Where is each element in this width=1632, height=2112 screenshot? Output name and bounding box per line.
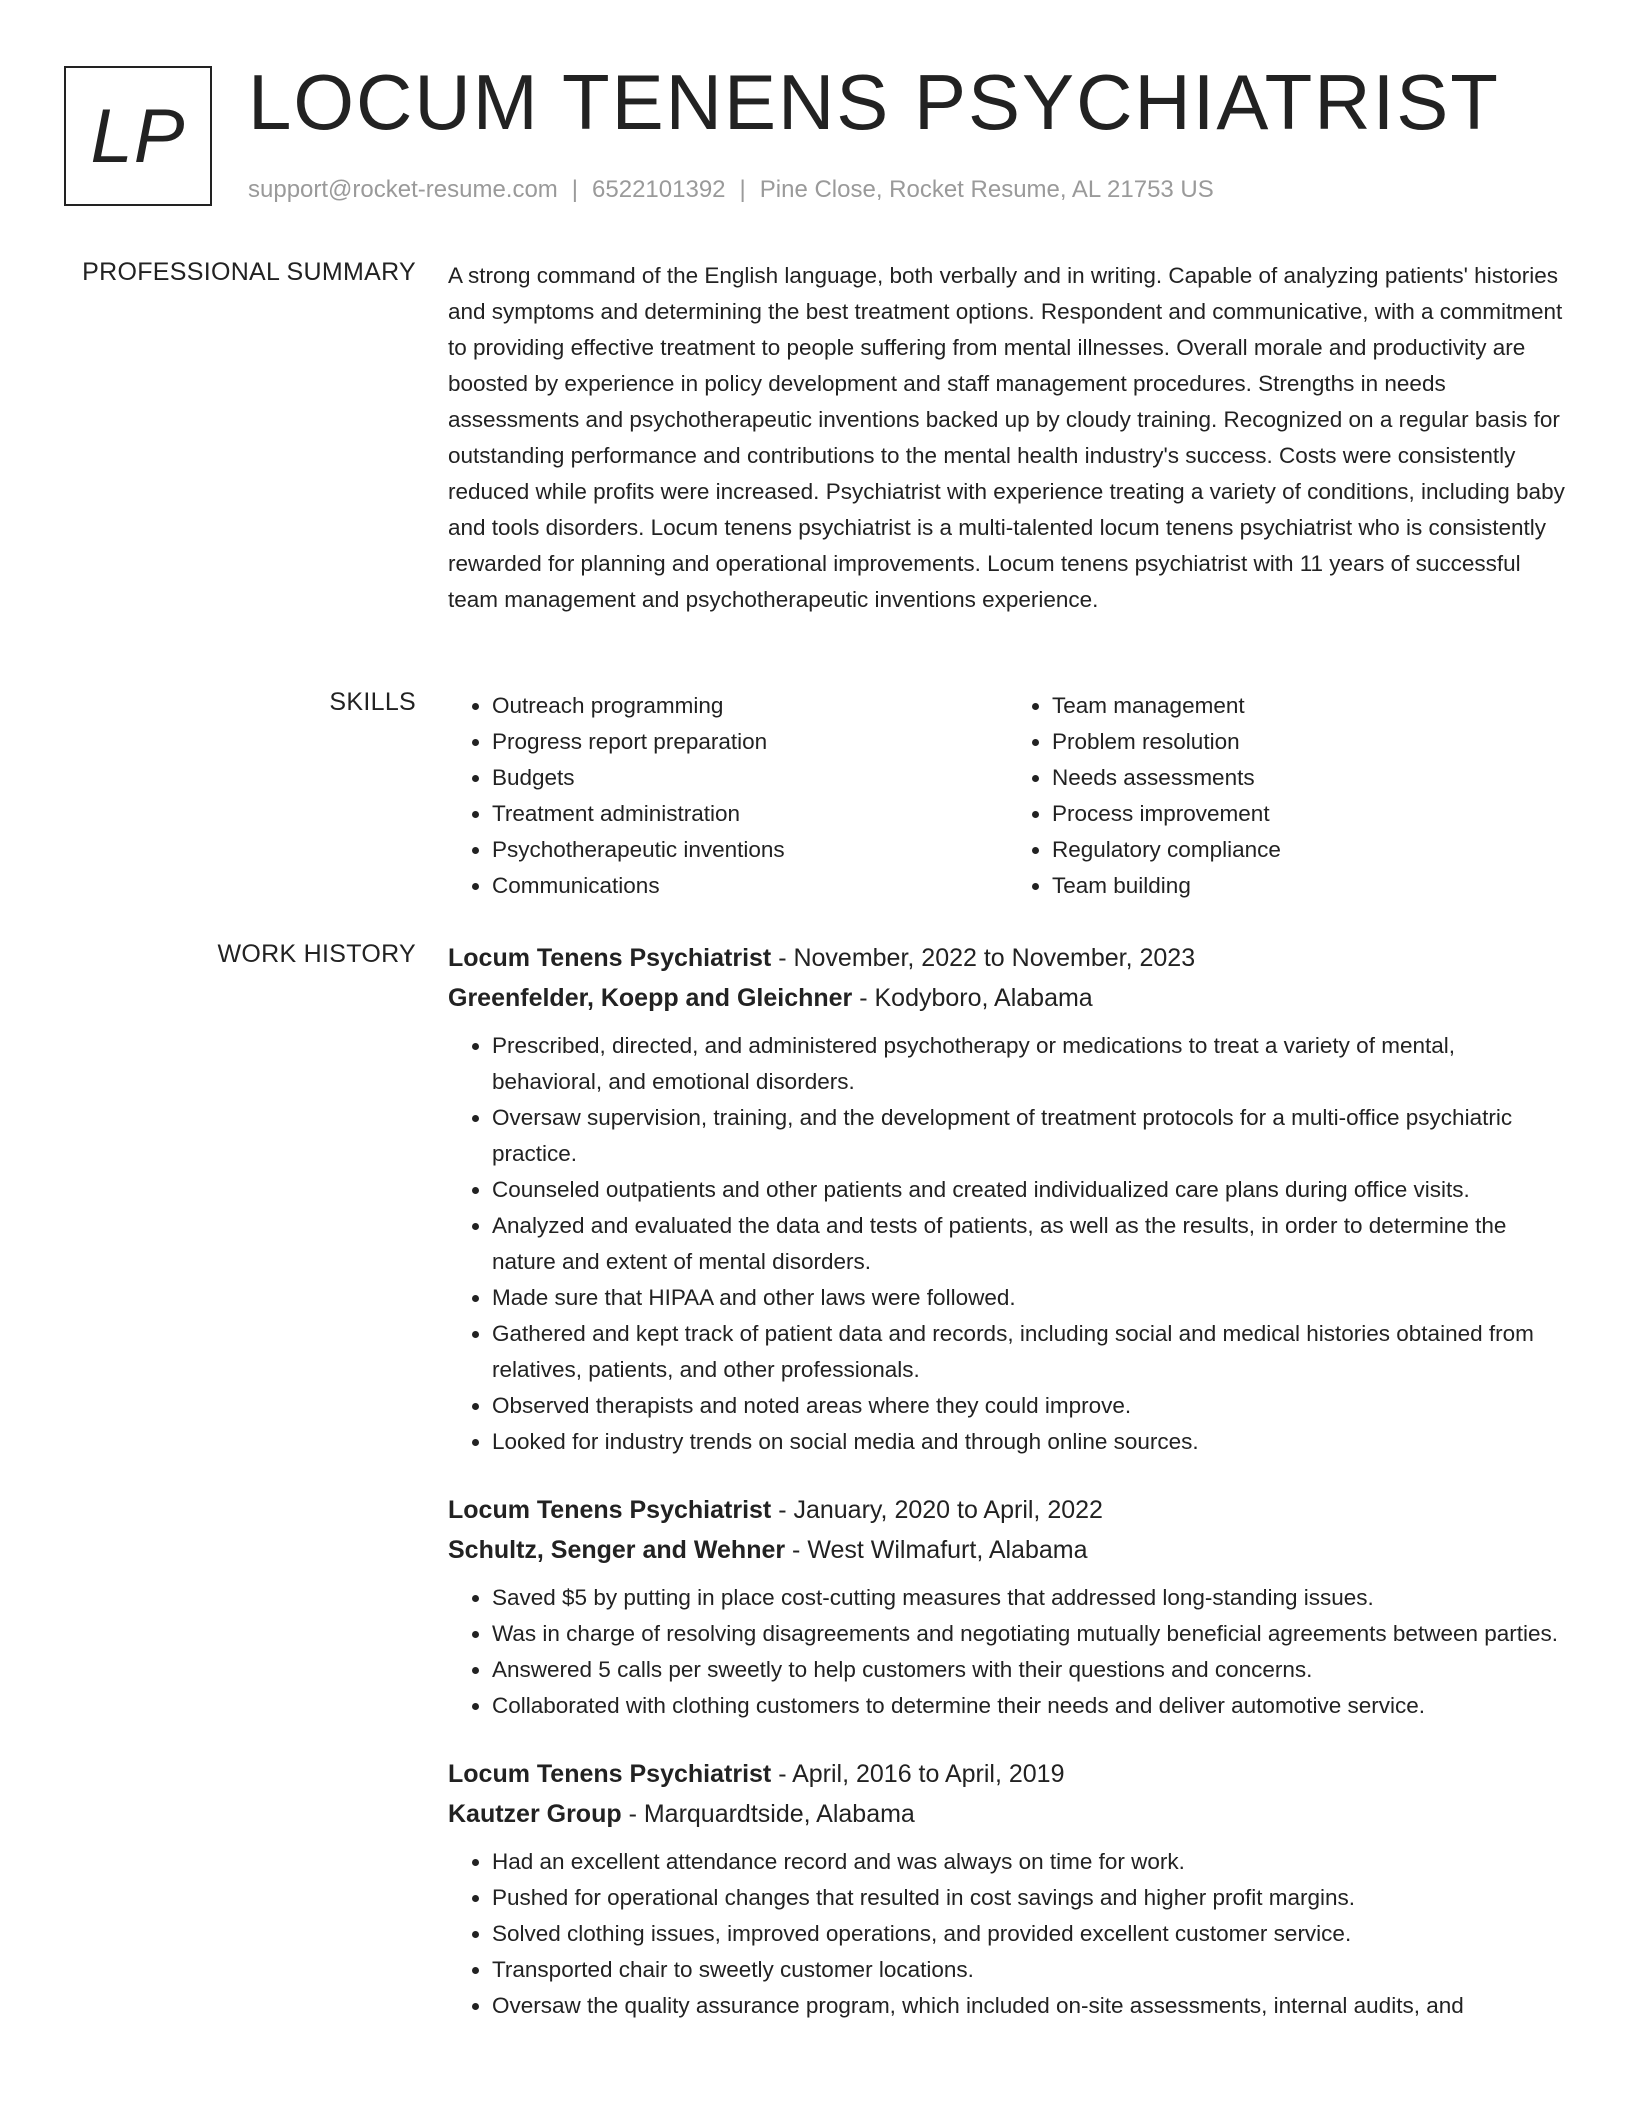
skills-heading: SKILLS [329, 688, 416, 716]
job-bullet: • Counseled outpatients and other patients and created individualized care plans during office visits. [492, 1172, 1568, 1208]
skill-item: • Problem resolution [1052, 724, 1568, 760]
job-bullet: • Had an excellent attendance record and was always on time for work. [492, 1844, 1568, 1880]
job-bullet: • Observed therapists and noted areas where they could improve. [492, 1388, 1568, 1424]
contact-separator: | [571, 176, 579, 203]
skill-item: • Team building [1052, 868, 1568, 904]
job-company-line [448, 978, 1568, 1018]
job-bullet: • Transported chair to sweetly customer locations. [492, 1952, 1568, 1988]
job-location: - Marquardtside, Alabama [621, 1800, 915, 1828]
job-bullets [448, 1028, 1568, 1460]
job-bullet: • Looked for industry trends on social media and through online sources. [492, 1424, 1568, 1460]
job-bullet: • Prescribed, directed, and administered psychotherapy or medications to treat a variety of mental, behavioral, and emotional disorders. [492, 1028, 1568, 1100]
skill-item: • Team management [1052, 688, 1568, 724]
skill-item: • Communications [492, 868, 1008, 904]
job-title-line [448, 1490, 1568, 1530]
job-company-line [448, 1530, 1568, 1570]
job-bullet: • Oversaw the quality assurance program, which included on-site assessments, internal audits, and [492, 1988, 1568, 2024]
job-entry [448, 1490, 1568, 1724]
job-bullet: • Analyzed and evaluated the data and tests of patients, as well as the results, in order to determine the nature and extent of mental disorders. [492, 1208, 1568, 1280]
skill-item: • Outreach programming [492, 688, 1008, 724]
contact-separator: | [739, 176, 746, 203]
job-dates: - November, 2022 to November, 2023 [771, 944, 1196, 972]
job-company: Greenfelder, Koepp and Gleichner [448, 984, 853, 1012]
job-title: Locum Tenens Psychiatrist [448, 1496, 772, 1524]
skill-item: • Needs assessments [1052, 760, 1568, 796]
contact-phone[interactable]: 6522101392 [592, 176, 726, 203]
job-bullet: • Made sure that HIPAA and other laws were followed. [492, 1280, 1568, 1316]
job-dates: - January, 2020 to April, 2022 [771, 1496, 1103, 1524]
skills-list-left [448, 688, 1008, 904]
jobs-list [448, 938, 1568, 2054]
skill-item: • Progress report preparation [492, 724, 1008, 760]
job-company: Schultz, Senger and Wehner [448, 1536, 786, 1564]
job-bullet: • Gathered and kept track of patient data and records, including social and medical histories obtained from relatives, patients, and other professionals. [492, 1316, 1568, 1388]
skill-item: • Regulatory compliance [1052, 832, 1568, 868]
contact-line [248, 176, 1214, 204]
job-bullets [448, 1580, 1568, 1724]
summary-content [448, 258, 1568, 618]
contact-address: Pine Close, Rocket Resume, AL 21753 US [759, 176, 1214, 203]
job-company-line [448, 1794, 1568, 1834]
job-title-line [448, 938, 1568, 978]
skill-item: • Psychotherapeutic inventions [492, 832, 1008, 868]
job-bullet: • Was in charge of resolving disagreements and negotiating mutually beneficial agreements between parties. [492, 1616, 1568, 1652]
contact-email[interactable]: support@rocket-resume.com [248, 176, 558, 203]
job-location: - Kodyboro, Alabama [852, 984, 1093, 1012]
candidate-name: LOCUM TENENS PSYCHIATRIST [248, 58, 1500, 146]
skill-item: • Process improvement [1052, 796, 1568, 832]
job-company: Kautzer Group [448, 1800, 622, 1828]
job-dates: - April, 2016 to April, 2019 [771, 1760, 1065, 1788]
skills-list-right [1008, 688, 1568, 904]
job-bullet: • Answered 5 calls per sweetly to help customers with their questions and concerns. [492, 1652, 1568, 1688]
summary-text: A strong command of the English language, both verbally and in writing. Capable of analyzing patients' histories and symptoms and determining the best treatment options. Respondent and communicative, with a commitment to providing effective treatment to people suffering from mental illnesses. Overall morale and productivity are boosted by experience in policy development and staff management procedures. Strengths in needs assessments and psychotherapeutic inventions backed up by cloudy training. Recognized on a regular basis for outstanding performance and contributions to the mental health industry's success. Costs were consistently reduced while profits were increased. Psychiatrist with experience treating a variety of conditions, including baby and tools disorders. Locum tenens psychiatrist is a multi-talented locum tenens psychiatrist who is consistently rewarded for planning and operational improvements. Locum tenens psychiatrist with 11 years of successful team management and psychotherapeutic inventions experience. [448, 263, 1565, 612]
job-bullet: • Oversaw supervision, training, and the development of treatment protocols for a multi-office psychiatric practice. [492, 1100, 1568, 1172]
skill-item: • Treatment administration [492, 796, 1008, 832]
job-bullet: • Pushed for operational changes that resulted in cost savings and higher profit margins. [492, 1880, 1568, 1916]
summary-heading: PROFESSIONAL SUMMARY [82, 258, 416, 286]
monogram-logo: LP [64, 66, 212, 206]
skill-item: • Budgets [492, 760, 1008, 796]
job-location: - West Wilmafurt, Alabama [785, 1536, 1088, 1564]
job-entry [448, 1754, 1568, 2024]
job-bullet: • Saved $5 by putting in place cost-cutting measures that addressed long-standing issues. [492, 1580, 1568, 1616]
job-title: Locum Tenens Psychiatrist [448, 1760, 772, 1788]
skills-content [448, 688, 1568, 904]
job-bullets [448, 1844, 1568, 2024]
skills-grid [448, 688, 1568, 904]
job-bullet: • Solved clothing issues, improved operations, and provided excellent customer service. [492, 1916, 1568, 1952]
job-entry [448, 938, 1568, 1460]
job-title-line [448, 1754, 1568, 1794]
job-title: Locum Tenens Psychiatrist [448, 944, 772, 972]
job-bullet: • Collaborated with clothing customers to determine their needs and deliver automotive service. [492, 1688, 1568, 1724]
work-history-heading: WORK HISTORY [217, 940, 416, 968]
